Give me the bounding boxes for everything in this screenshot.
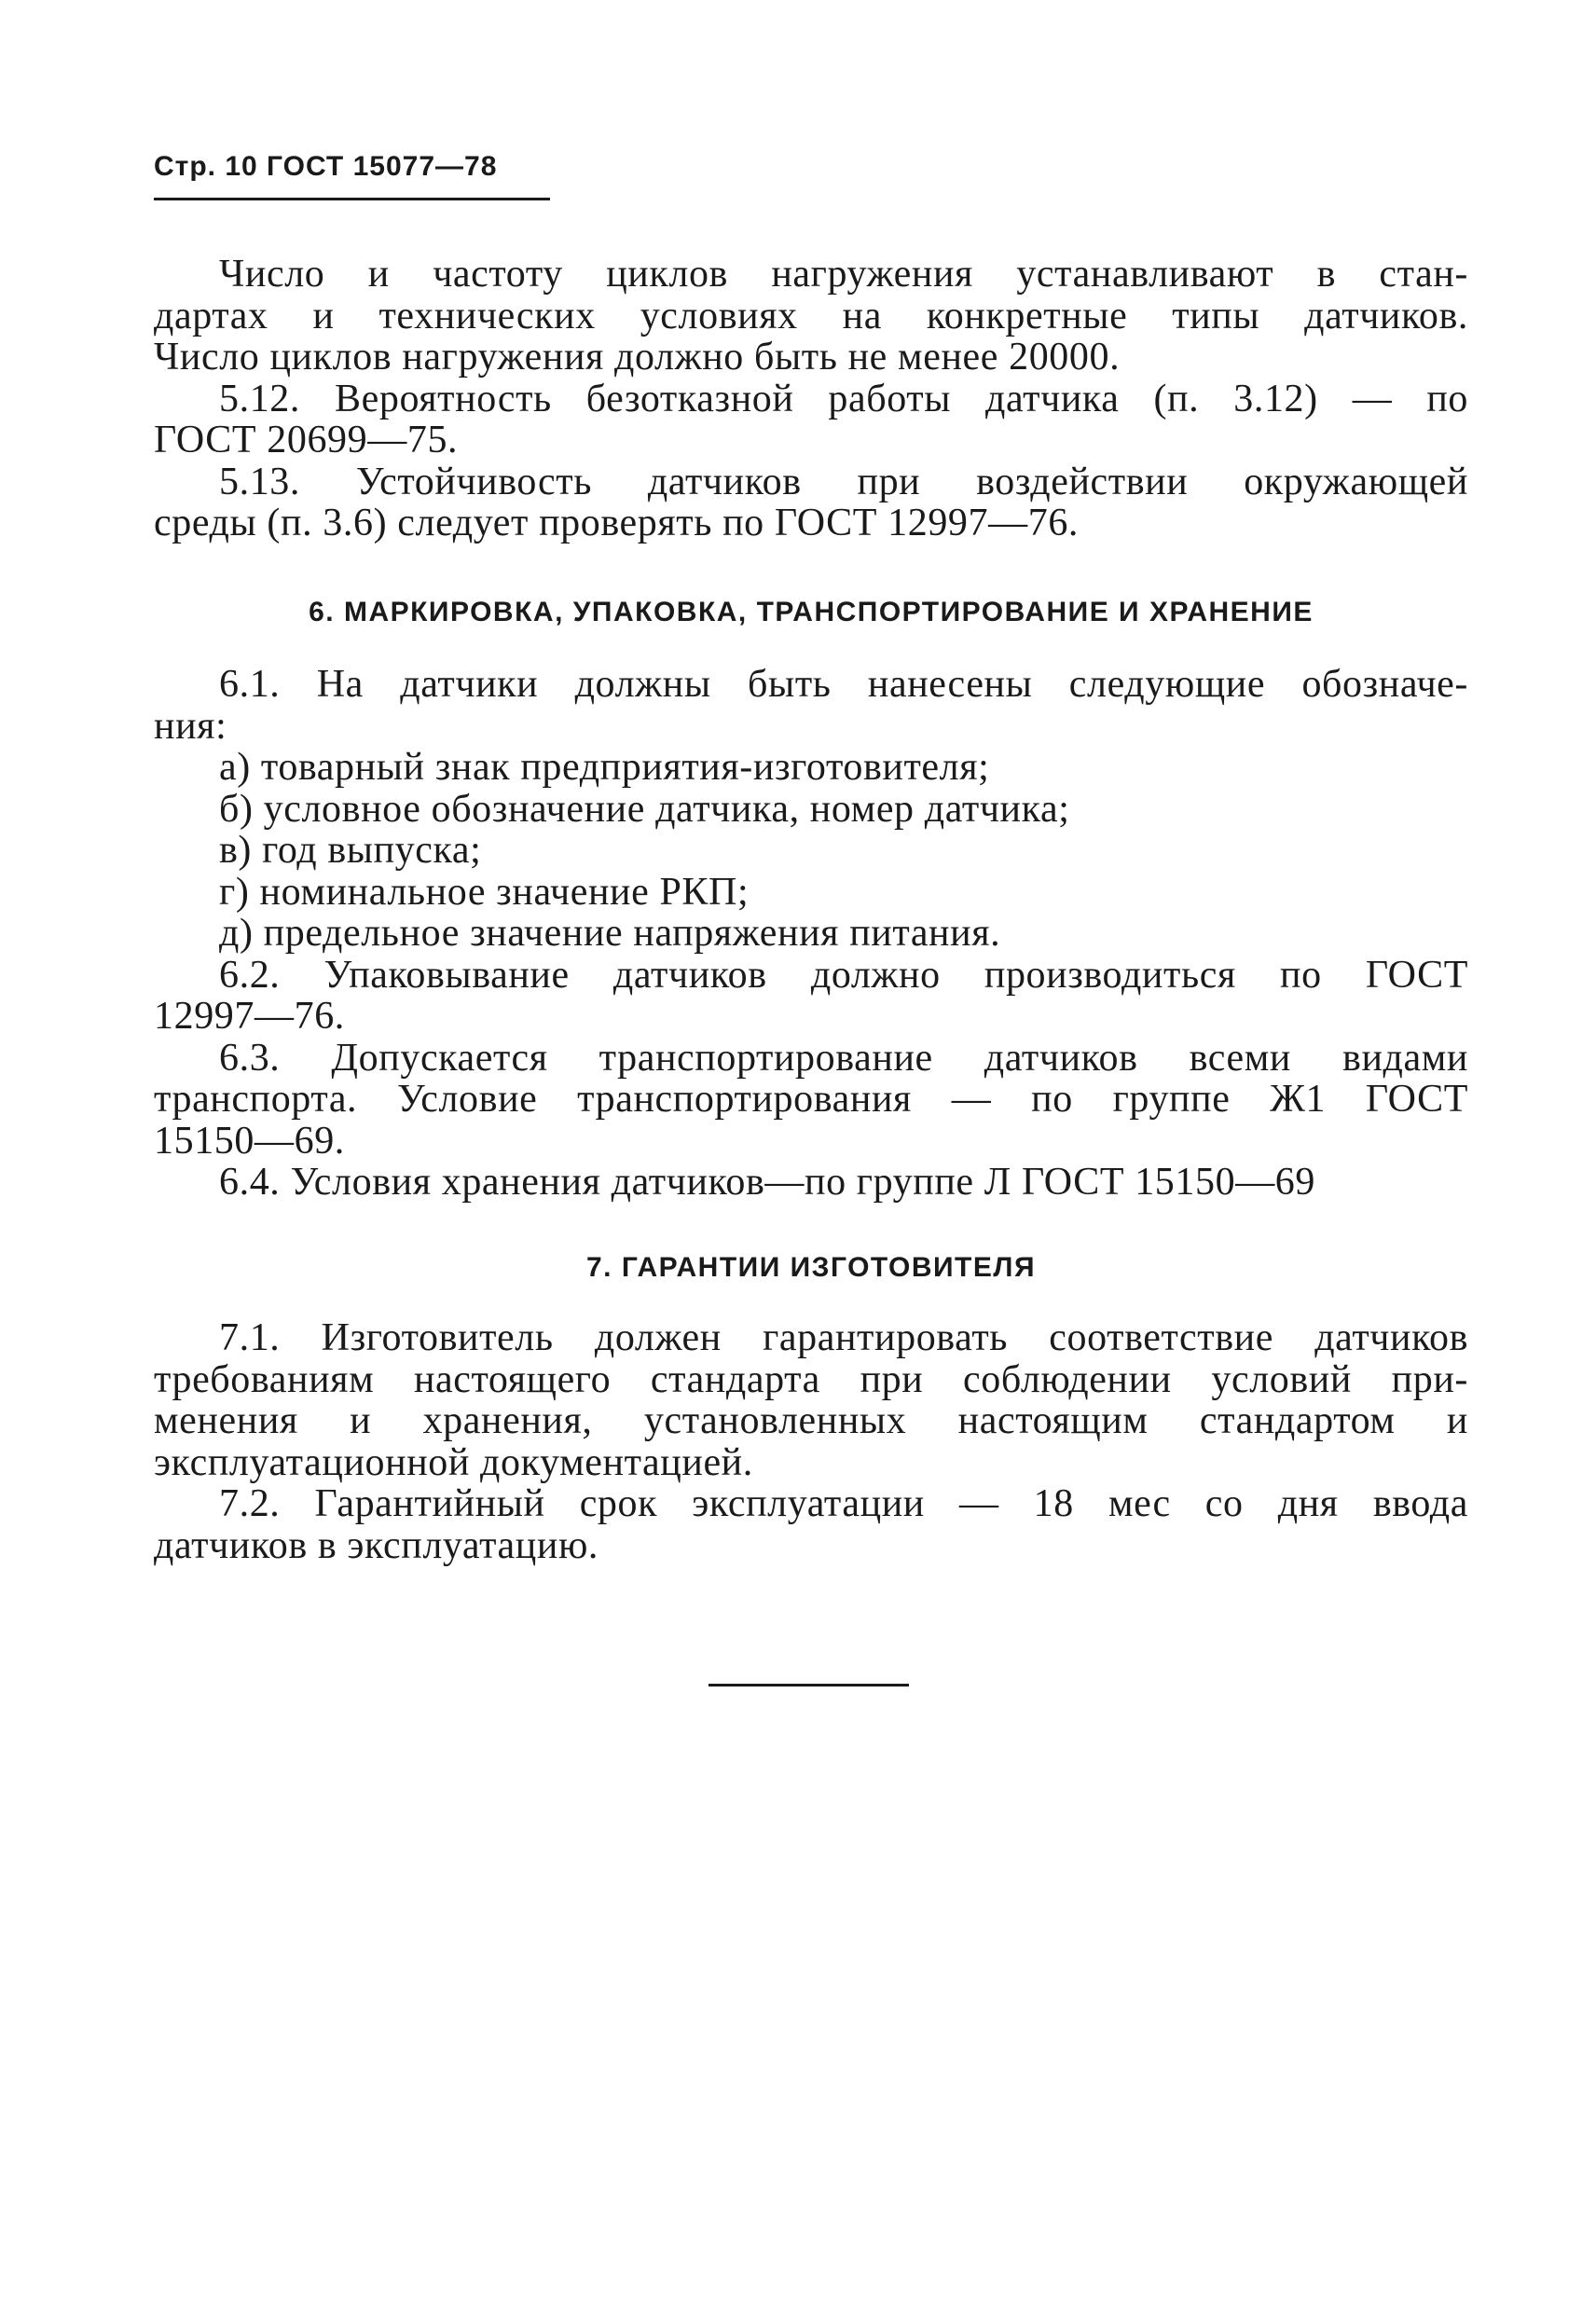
paragraph-line: Число и частоту циклов нагружения устанавливают в стан- [219,253,1468,296]
paragraph-line: 12997—76. [154,995,345,1038]
paragraph-line: 6.4. Условия хранения датчиков—по группе Л ГОСТ 15150—69 [219,1161,1316,1204]
text-block-section-6 [154,664,1468,1204]
paragraph-line: транспорта. Условие транспортирования — по группе Ж1 ГОСТ [154,1078,1468,1121]
list-item: д) предельное значение напряжения питания. [219,912,1001,955]
list-item: б) условное обозначение датчика, номер датчика; [219,787,1070,831]
paragraph-line: Число циклов нагружения должно быть не менее 20000. [154,336,1121,379]
list-item: а) товарный знак предприятия-изготовителя; [219,746,990,789]
paragraph-line: 5.13. Устойчивость датчиков при воздействии окружающей [219,460,1468,503]
paragraph-line: среды (п. 3.6) следует проверять по ГОСТ 12997—76. [154,502,1080,544]
page-header: Стр. 10 ГОСТ 15077—78 [154,151,498,182]
paragraph-line: 7.2. Гарантийный срок эксплуатации — 18 мес со дня ввода [219,1482,1468,1525]
paragraph-line: 6.2. Упаковывание датчиков должно производиться по ГОСТ [219,953,1468,997]
paragraph-line: 7.1. Изготовитель должен гарантировать соответствие датчиков [219,1316,1468,1359]
paragraph-line: 6.1. На датчики должны быть нанесены следующие обозначе- [219,663,1468,706]
section-6-title: 6. МАРКИРОВКА, УПАКОВКА, ТРАНСПОРТИРОВАНИЕ И ХРАНЕНИЕ [309,597,1314,627]
paragraph-line: 5.12. Вероятность безотказной работы датчика (п. 3.12) — по [219,377,1468,420]
paragraph-line: эксплуатационной документацией. [154,1440,753,1484]
paragraph-line: датчиков в эксплуатацию. [154,1523,599,1567]
paragraph-line: 15150—69. [154,1119,345,1163]
paragraph-line: ГОСТ 20699—75. [154,419,459,461]
paragraph-line: 6.3. Допускается транспортирование датчиков всеми видами [219,1036,1468,1080]
end-rule [709,1684,909,1687]
paragraph-line: менения и хранения, установленных настоящим стандартом и [154,1399,1468,1442]
paragraph-line: ния: [154,704,227,748]
text-block-section-5 [154,254,1468,544]
section-7-title: 7. ГАРАНТИИ ИЗГОТОВИТЕЛЯ [585,1252,1036,1283]
text-block-section-7 [154,1317,1468,1566]
header-rule [154,198,550,200]
paragraph-line: дартах и технических условиях на конкретные типы датчиков. [154,294,1468,337]
paragraph-line: требованиям настоящего стандарта при соблюдении условий при- [154,1357,1468,1401]
list-item: г) номинальное значение РКП; [219,870,750,914]
list-item: в) год выпуска; [219,829,482,872]
